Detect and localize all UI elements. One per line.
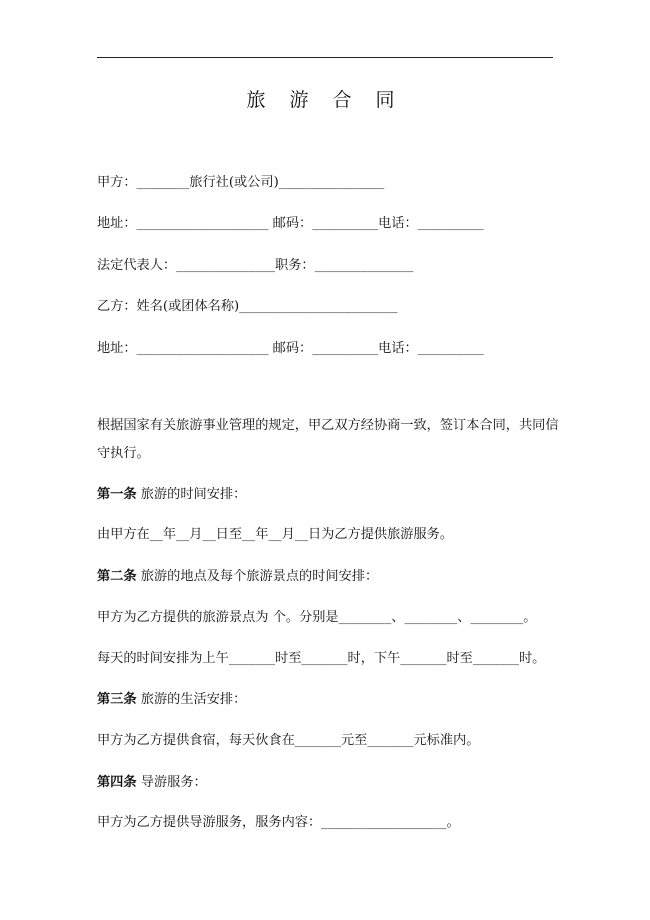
- contract-title: 旅 游 合 同: [246, 89, 404, 111]
- article-1-number: 第一条: [97, 487, 137, 502]
- article-3-line-1: 甲方为乙方提供食宿，每天伙食在_______元至_______元标准内。: [97, 733, 480, 748]
- article-4-heading: [97, 775, 207, 791]
- article-1-title: 旅游的时间安排：: [136, 487, 247, 502]
- contract-intro: 根据国家有关旅游事业管理的规定，甲乙双方经协商一致，签订本合同，共同信守执行。: [97, 418, 559, 461]
- party-b-address-line: 地址：____________________ 邮码：__________电话：__________: [97, 341, 484, 356]
- party-b-name-line: 乙方：姓名(或团体名称)________________________: [97, 299, 398, 314]
- article-2-line-1: 甲方为乙方提供的旅游景点为 个。分别是________、________、________。: [97, 610, 537, 625]
- article-1-heading: [97, 487, 246, 503]
- header-rule: [97, 57, 553, 58]
- article-3-heading: [97, 692, 246, 708]
- article-2-title: 旅游的地点及每个旅游景点的时间安排：: [136, 569, 379, 584]
- article-2-line-2: 每天的时间安排为上午_______时至_______时，下午_______时至_______时。: [97, 651, 546, 666]
- party-a-name-line: 甲方：________旅行社(或公司)________________: [97, 175, 385, 190]
- article-2-heading: [97, 569, 378, 585]
- article-2-number: 第二条: [97, 569, 137, 584]
- party-a-address-line: 地址：____________________ 邮码：__________电话：__________: [97, 216, 484, 231]
- article-1-line-1: 由甲方在__年__月__日至__年__月__日为乙方提供旅游服务。: [97, 527, 454, 542]
- article-4-title: 导游服务：: [136, 775, 207, 790]
- article-3-title: 旅游的生活安排：: [136, 692, 247, 707]
- article-4-line-1: 甲方为乙方提供导游服务，服务内容：___________________。: [97, 815, 460, 830]
- article-4-number: 第四条: [97, 775, 137, 790]
- party-a-representative-line: 法定代表人：_______________职务：_______________: [97, 258, 414, 273]
- article-3-number: 第三条: [97, 692, 137, 707]
